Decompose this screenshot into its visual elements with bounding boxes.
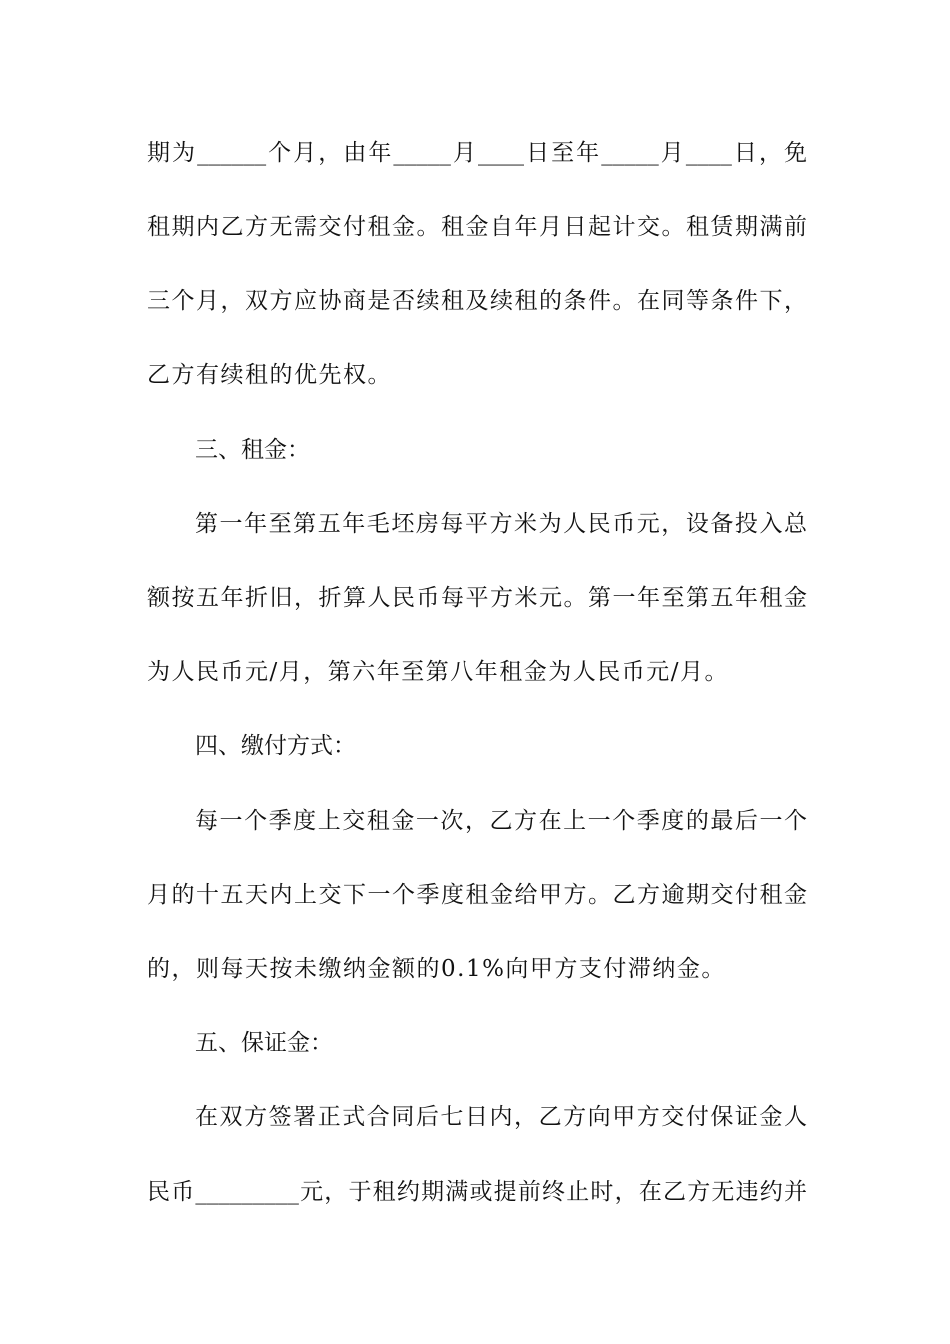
paragraph-line: 额按五年折旧，折算人民币每平方米元。第一年至第五年租金 xyxy=(147,585,807,611)
paragraph-line: 每一个季度上交租金一次，乙方在上一个季度的最后一个 xyxy=(195,808,807,834)
paragraph-line: 三个月，双方应协商是否续租及续租的条件。在同等条件下， xyxy=(147,288,807,314)
paragraph-line: 为人民币元/月，第六年至第八年租金为人民币元/月。 xyxy=(147,659,729,685)
section-heading-rent: 三、租金： xyxy=(195,437,310,463)
paragraph-line: 的，则每天按未缴纳金额的0.1%向甲方支付滞纳金。 xyxy=(147,956,726,982)
section-heading-deposit: 五、保证金： xyxy=(195,1030,333,1056)
paragraph-line: 第一年至第五年毛坯房每平方米为人民币元，设备投入总 xyxy=(195,511,807,537)
paragraph-line: 乙方有续租的优先权。 xyxy=(147,362,392,388)
paragraph-line: 民币_________元，于租约期满或提前终止时，在乙方无违约并 xyxy=(147,1179,807,1205)
paragraph-line: 租期内乙方无需交付租金。租金自年月日起计交。租赁期满前 xyxy=(147,214,807,240)
paragraph-line: 月的十五天内上交下一个季度租金给甲方。乙方逾期交付租金 xyxy=(147,882,807,908)
section-heading-payment: 四、缴付方式： xyxy=(195,733,356,759)
paragraph-line: 在双方签署正式合同后七日内，乙方向甲方交付保证金人 xyxy=(195,1104,807,1130)
paragraph-line: 期为______个月，由年_____月____日至年_____月____日，免 xyxy=(147,140,807,166)
